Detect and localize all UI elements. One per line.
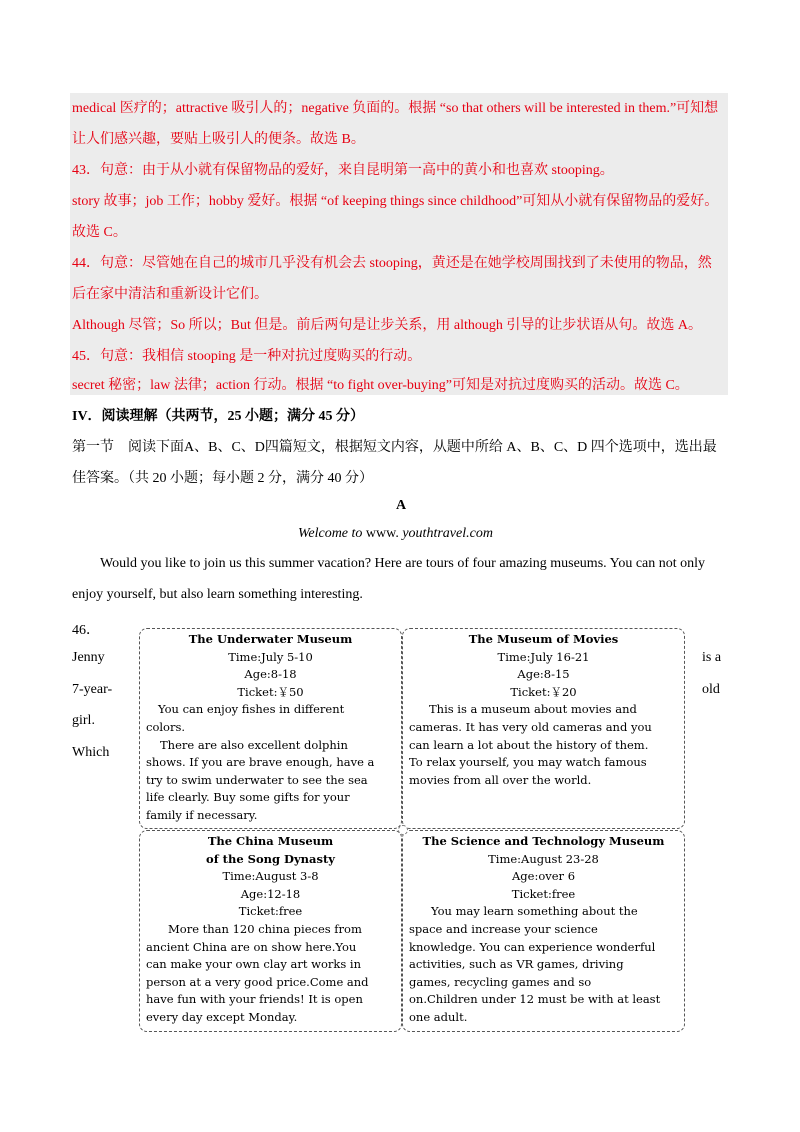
question-word: Jenny: [72, 650, 105, 665]
museum-desc-line: activities, such as VR games, driving: [409, 957, 624, 972]
museum-desc-line: cameras. It has very old cameras and you: [409, 719, 652, 734]
answer-line: Although 尽管；So 所以；But 但是。前后两句是让步关系，用 although 引导的让步状语从句。故选 A。: [72, 318, 703, 333]
answer-line: story 故事；job 工作；hobby 爱好。根据 “of keeping things since childhood”可知从小就有保留物品的爱好。: [72, 194, 719, 209]
museum-desc-line: You can enjoy fishes in different: [158, 702, 345, 717]
museum-card-science: [402, 830, 685, 1032]
museum-age: Age:8-15: [517, 667, 570, 682]
answer-line: 45．句意：我相信 stooping 是一种对抗过度购买的行动。: [72, 349, 422, 364]
museum-desc-line: try to swim underwater to see the sea: [146, 772, 368, 787]
passage-paragraph: Would you like to join us this summer vacation? Here are tours of four amazing museums. You can not only: [100, 556, 706, 571]
section-intro: 佳答案。（共 20 小题；每小题 2 分，满分 40 分）: [72, 471, 373, 486]
question-word: Which: [72, 745, 110, 760]
question-word: girl.: [72, 713, 95, 728]
museum-desc-line: shows. If you are brave enough, have a: [146, 755, 375, 770]
section-heading: IV．阅读理解（共两节，25 小题；满分 45 分）: [72, 409, 365, 424]
museum-desc-line: one adult.: [409, 1009, 468, 1024]
museum-desc-line: person at a very good price.Come and: [146, 974, 369, 989]
museum-desc-line: have fun with your friends! It is open: [146, 992, 363, 1007]
museum-time: Time:August 23-28: [488, 851, 599, 866]
welcome-www: www.: [365, 526, 399, 541]
museum-age: Age:over 6: [511, 869, 576, 884]
museum-desc-line: movies from all over the world.: [409, 772, 592, 787]
museum-desc-line: space and increase your science: [409, 921, 598, 936]
answer-line: medical 医疗的；attractive 吸引人的；negative 负面的。根据 “so that others will be interested in them.”可知想: [72, 101, 719, 116]
museum-desc-line: can make your own clay art works in: [146, 957, 361, 972]
museum-desc-line: games, recycling games and so: [409, 974, 592, 989]
museum-card-movies: [402, 628, 685, 829]
museum-title: The China Museum: [207, 834, 334, 848]
museum-desc-line: every day except Monday.: [146, 1009, 298, 1024]
museum-desc-line: can learn a lot about the history of them.: [409, 737, 649, 752]
museum-title: The Underwater Museum: [188, 632, 353, 646]
answer-line: 让人们感兴趣，要贴上吸引人的便条。故选 B。: [72, 132, 365, 147]
museum-title-line2: of the Song Dynasty: [206, 851, 335, 866]
welcome-site: youthtravel.com: [402, 526, 493, 541]
museum-time: Time:July 16-21: [497, 649, 590, 664]
museum-desc-line: family if necessary.: [146, 807, 258, 822]
museum-title: The Science and Technology Museum: [422, 834, 665, 848]
museum-desc-line: knowledge. You can experience wonderful: [409, 939, 656, 954]
answer-line: 后在家中清洁和重新设计它们。: [72, 287, 268, 302]
passage-paragraph: enjoy yourself, but also learn something interesting.: [72, 587, 363, 602]
museum-desc-line: on.Children under 12 must be with at least: [409, 992, 661, 1007]
answer-line: 44．句意：尽管她在自己的城市几乎没有机会去 stooping，黄还是在她学校周围找到了未使用的物品，然: [72, 256, 712, 271]
museum-time: Time:July 5-10: [228, 649, 313, 664]
museum-ticket: Ticket:￥50: [237, 684, 304, 699]
museum-desc-line: colors.: [146, 719, 186, 734]
museum-desc-line: This is a museum about movies and: [429, 702, 637, 717]
museum-card-underwater: [139, 628, 402, 829]
museum-desc-line: To relax yourself, you may watch famous: [409, 755, 647, 770]
question-word: is a: [702, 650, 722, 665]
museum-age: Age:12-18: [240, 886, 301, 901]
box-joint-ornament: [398, 825, 408, 835]
museum-desc-line: More than 120 china pieces from: [168, 921, 362, 936]
museum-ticket: Ticket:￥20: [510, 684, 577, 699]
museum-desc-line: You may learn something about the: [431, 904, 638, 919]
passage-letter: A: [396, 498, 407, 513]
question-word: 7-year-: [72, 682, 113, 697]
museum-ticket: Ticket:free: [511, 886, 576, 901]
answer-line: 故选 C。: [72, 225, 127, 240]
museum-title: The Museum of Movies: [468, 632, 619, 646]
question-number: 46．: [72, 623, 100, 638]
answer-line: secret 秘密；law 法律；action 行动。根据 “to fight over-buying”可知是对抗过度购买的活动。故选 C。: [72, 378, 689, 393]
museum-card-china: [139, 830, 402, 1032]
museum-desc-line: There are also excellent dolphin: [160, 737, 348, 752]
answer-line: 43．句意：由于从小就有保留物品的爱好，来自昆明第一高中的黄小和也喜欢 stooping。: [72, 163, 614, 178]
museum-age: Age:8-18: [244, 667, 297, 682]
museum-desc-line: ancient China are on show here.You: [146, 939, 357, 954]
museum-desc-line: life clearly. Buy some gifts for your: [146, 790, 350, 805]
passage-welcome: [298, 526, 493, 542]
museum-time: Time:August 3-8: [222, 869, 319, 884]
section-intro: 第一节 阅读下面A、B、C、D四篇短文，根据短文内容，从题中所给 A、B、C、D 四个选项中，选出最: [72, 440, 717, 455]
question-word: old: [702, 682, 720, 697]
museum-ticket: Ticket:free: [238, 904, 303, 919]
welcome-text: Welcome to: [298, 526, 363, 541]
